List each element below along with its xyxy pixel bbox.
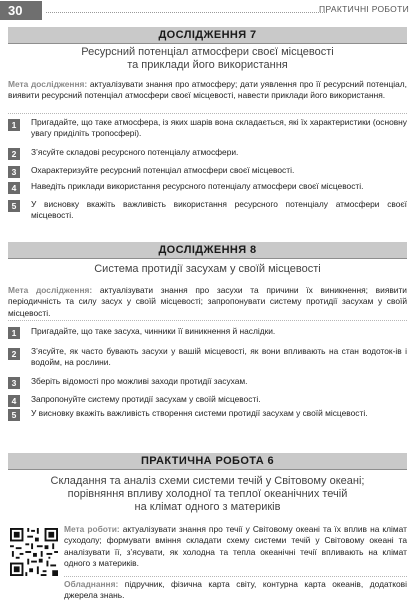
practical6-divider: [64, 576, 407, 577]
practical6-goal-text: актуалізувати знання про течії у Світовому океані та їх вплив на клімат суходолу; формувати вміння складати схему системи течій у Світовому океані та аналізувати її, з’ясувати, як холодна та тепла океанічні течії впливають на клімат одного з материків.: [64, 524, 407, 569]
header-divider: [46, 12, 327, 13]
study7-title-line1: Ресурсний потенціал атмосфери своєї місцевості: [81, 46, 334, 58]
study8-item-number: 5: [8, 409, 20, 421]
practical6-equipment-text: підручник, фізична карта світу, контурна карта океанів, додаткові джерела знань.: [64, 579, 407, 601]
practical6-title-line2: порівняння впливу холодної та теплої океанічних течій: [67, 488, 348, 500]
running-title: ПРАКТИЧНІ РОБОТИ: [319, 4, 409, 14]
study8-item-text: Зберіть відомості про можливі заходи протидії засухам.: [31, 376, 248, 386]
study7-item-text: Пригадайте, що таке атмосфера, із яких шарів вона складається, які їх характеристики (основну увагу приділіть тропосфері).: [31, 117, 407, 139]
practical6-equipment-label: Обладнання:: [64, 579, 119, 589]
study8-title: Система протидії засухам у своїй місцевості: [94, 263, 321, 275]
practical6-goal-label: Мета роботи:: [64, 524, 120, 534]
practical6-banner: ПРАКТИЧНА РОБОТА 6: [8, 453, 407, 470]
study8-goal: [8, 285, 407, 319]
study7-item-number: 4: [8, 182, 20, 194]
study8-item-number: 1: [8, 327, 20, 339]
study7-goal: [8, 79, 407, 102]
study8-item-text: У висновку вкажіть важливість створення системи протидії засухам у своїй місцевості.: [31, 408, 368, 418]
study7-item-number: 1: [8, 119, 20, 131]
qr-code-icon: [10, 528, 58, 576]
study8-goal-label: Мета дослідження:: [8, 285, 93, 295]
study8-divider: [8, 320, 407, 321]
practical6-goal: [64, 524, 407, 570]
study8-goal-text: актуалізувати знання про засухи та причини їх виникнення; виявити періодичність та силу засух у своїй місцевості; запропонувати систему протидії засухам у своїй місцевості.: [8, 285, 407, 318]
study8-item-text: Запропонуйте систему протидії засухам у своїй місцевості.: [31, 394, 261, 404]
study8-banner: ДОСЛІДЖЕННЯ 8: [8, 242, 407, 259]
study7-item-text: Охарактеризуйте ресурсний потенціал атмосфери своєї місцевості.: [31, 165, 295, 175]
practical6-title-line3: на клімат одного з материків: [134, 501, 281, 513]
practical6-title-line1: Складання та аналіз схеми системи течій у Світовому океані;: [50, 475, 365, 487]
study7-goal-label: Мета дослідження:: [8, 79, 88, 89]
page-number: 30: [0, 1, 42, 20]
study7-item-text: З’ясуйте складові ресурсного потенціалу атмосфери.: [31, 147, 239, 157]
study8-item-number: 3: [8, 377, 20, 389]
study7-divider: [8, 113, 407, 114]
study8-item-number: 4: [8, 395, 20, 407]
study7-item-number: 2: [8, 148, 20, 160]
study7-item-text: У висновку вкажіть важливість використання ресурсного потенціалу атмосфери своєї місцевості.: [31, 199, 407, 221]
study7-item-text: Наведіть приклади використання ресурсного потенціалу атмосфери своєї місцевості.: [31, 181, 364, 191]
practical6-equipment: [64, 579, 407, 602]
study7-item-number: 3: [8, 166, 20, 178]
study8-item-text: Пригадайте, що таке засуха, чинники її виникнення й наслідки.: [31, 326, 276, 336]
study7-item-number: 5: [8, 200, 20, 212]
study8-item-text: З’ясуйте, як часто бувають засухи у вашій місцевості, як вони впливають на стан водоток-ів і водойм, на рослини.: [31, 346, 407, 368]
page-header: [0, 0, 415, 22]
study8-item-number: 2: [8, 348, 20, 360]
study7-banner: ДОСЛІДЖЕННЯ 7: [8, 27, 407, 44]
study7-title-line2: та приклади його використання: [127, 59, 288, 71]
study7-goal-text: актуалізувати знання про атмосферу; дати уявлення про її ресурсний потенціал, виявити ресурсний потенціал атмосфери своєї місцевості, навести приклади його використання.: [8, 79, 407, 101]
